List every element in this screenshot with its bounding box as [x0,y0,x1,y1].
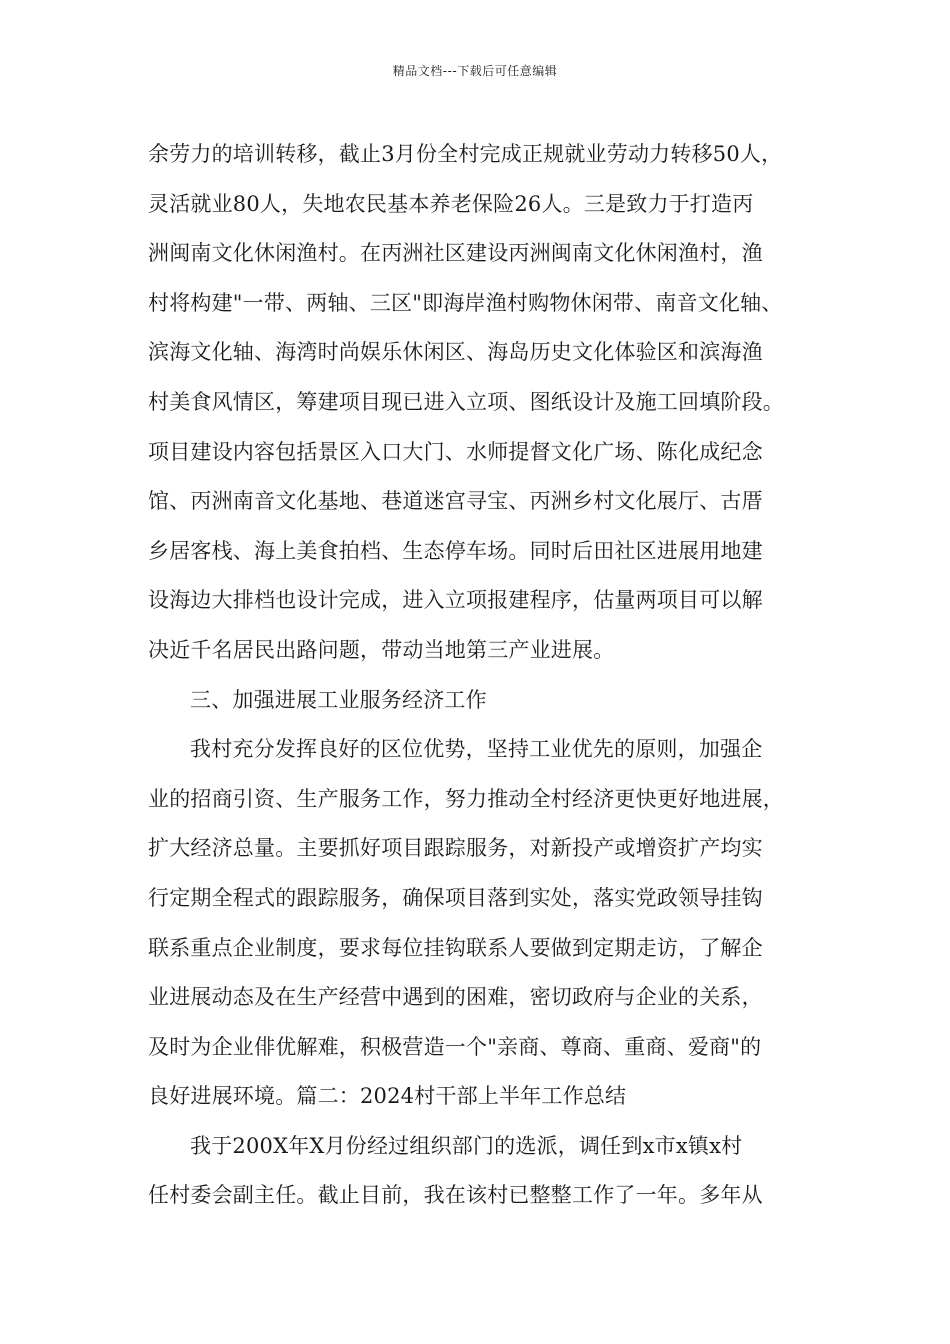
text-line: 业进展动态及在生产经营中遇到的困难，密切政府与企业的关系， [148,985,763,1010]
text-line: 余劳力的培训转移，截止3月份全村完成正规就业劳动力转移50人， [148,142,783,166]
text-line: 三、加强进展工业服务经济工作 [190,687,487,712]
text-line: 我村充分发挥良好的区位优势，坚持工业优先的原则，加强企 [190,737,763,762]
text-line: 项目建设内容包括景区入口大门、水师提督文化广场、陈化成纪念 [148,439,763,464]
text-line: 及时为企业俳优解难，积极营造一个"亲商、尊商、重商、爱商"的 [148,1034,762,1059]
text-line: 设海边大排档也设计完成，进入立项报建程序，估量两项目可以解 [148,588,763,613]
text-line: 馆、丙洲南音文化基地、巷道迷宫寻宝、丙洲乡村文化展厅、古厝 [148,489,763,514]
text-line: 乡居客栈、海上美食拍档、生态停车场。同时后田社区进展用地建 [148,538,763,563]
text-line: 行定期全程式的跟踪服务，确保项目落到实处，落实党政领导挂钩 [148,885,763,910]
text-line: 我于200X年X月份经过组织部门的选派，调任到x市x镇x村 [190,1133,743,1158]
text-line: 洲闽南文化休闲渔村。在丙洲社区建设丙洲闽南文化休闲渔村，渔 [148,241,763,266]
body-text [148,130,828,1221]
text-line: 良好进展环境。篇二：2024村干部上半年工作总结 [148,1084,627,1109]
text-line: 联系重点企业制度，要求每位挂钩联系人要做到定期走访，了解企 [148,935,763,960]
text-line: 业的招商引资、生产服务工作，努力推动全村经济更快更好地进展， [148,786,784,811]
text-line: 决近千名居民出路问题，带动当地第三产业进展。 [148,637,615,662]
text-line: 扩大经济总量。主要抓好项目跟踪服务，对新投产或增资扩产均实 [148,836,763,861]
text-line: 村美食风情区，筹建项目现已进入立项、图纸设计及施工回填阶段。 [148,389,784,414]
text-line: 任村委会副主任。截止目前，我在该村已整整工作了一年。多年从 [148,1183,763,1208]
text-line: 滨海文化轴、海湾时尚娱乐休闲区、海岛历史文化体验区和滨海渔 [148,340,763,365]
text-line: 灵活就业80人，失地农民基本养老保险26人。三是致力于打造丙 [148,191,754,216]
text-line: 村将构建"一带、两轴、三区"即海岸渔村购物休闲带、南音文化轴、 [148,290,783,315]
page-header: 精品文档---下载后可任意编辑 [392,64,558,78]
